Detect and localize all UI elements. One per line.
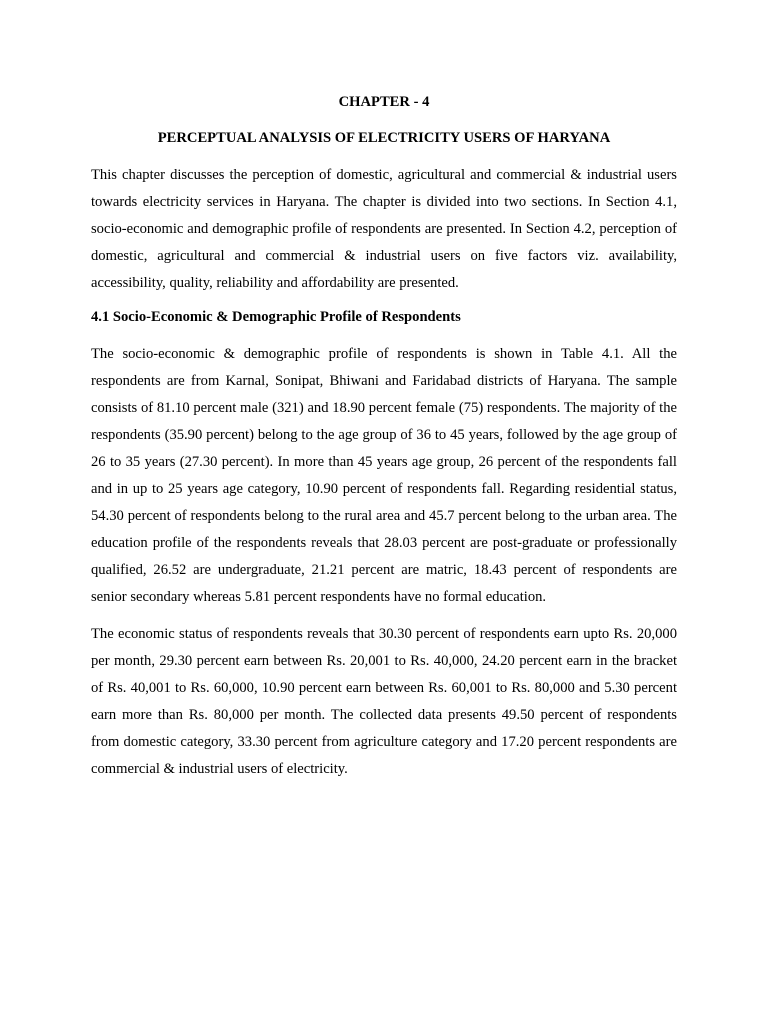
chapter-number: CHAPTER - 4 — [338, 94, 430, 110]
section-heading: 4.1 Socio-Economic & Demographic Profile of Respondents — [91, 309, 461, 325]
intro-paragraph: This chapter discusses the perception of domestic, agricultural and commercial & industrial users towards electricity services in Haryana. The chapter is divided into two sections. In Section 4.1, socio-economic and demographic profile of respondents are presented. In Section 4.2, perception of domestic, agricultural and commercial & industrial users on five factors viz. availability, accessibility, quality, reliability and affordability are presented. — [91, 167, 677, 291]
chapter-title: PERCEPTUAL ANALYSIS OF ELECTRICITY USERS OF HARYANA — [157, 130, 611, 146]
profile-paragraph: The socio-economic & demographic profile of respondents is shown in Table 4.1. All the respondents are from Karnal, Sonipat, Bhiwani and Faridabad districts of Haryana. The sample consists of 81.10 percent male (321) and 18.90 percent female (75) respondents. The majority of the respondents (35.90 percent) belong to the age group of 36 to 45 years, followed by the age group of 26 to 35 years (27.30 percent). In more than 45 years age group, 26 percent of the respondents fall and in up to 25 years age category, 10.90 percent of respondents fall. Regarding residential status, 54.30 percent of respondents belong to the rural area and 45.7 percent belong to the urban area. The education profile of the respondents reveals that 28.03 percent are post-graduate or professionally qualified, 26.52 are undergraduate, 21.21 percent are matric, 18.43 percent of respondents are senior secondary whereas 5.81 percent respondents have no formal education. — [91, 346, 677, 605]
economic-status-paragraph: The economic status of respondents reveals that 30.30 percent of respondents earn upto Rs. 20,000 per month, 29.30 percent earn between Rs. 20,001 to Rs. 40,000, 24.20 percent earn in the bracket of Rs. 40,001 to Rs. 60,000, 10.90 percent earn between Rs. 60,001 to Rs. 80,000 and 5.30 percent earn more than Rs. 80,000 per month. The collected data presents 49.50 percent of respondents from domestic category, 33.30 percent from agriculture category and 17.20 percent respondents are commercial & industrial users of electricity. — [91, 626, 677, 777]
document-page — [91, 92, 677, 793]
